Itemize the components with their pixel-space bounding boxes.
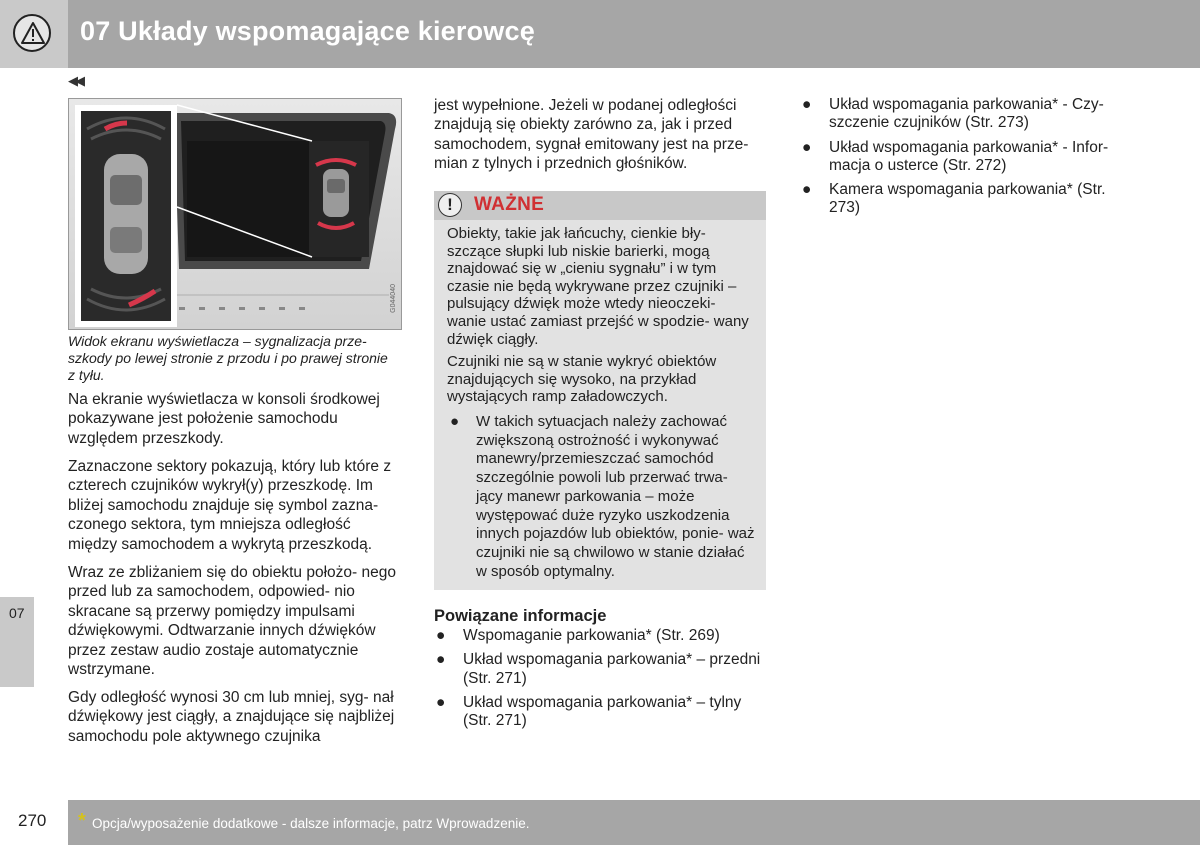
page-number: 270 [18,811,47,830]
related-link-text[interactable]: Układ wspomagania parkowania* – przedni (Str. 271) [463,651,761,687]
body-paragraph: Na ekranie wyświetlacza w konsoli środkowej pokazywane jest położenie samochodu względem przeszkody. [68,391,380,447]
related-link[interactable] [800,181,1130,218]
important-title: WAŻNE [474,194,545,215]
chapter-side-tab [0,597,34,687]
bullet-icon: ● [436,693,446,711]
page-title: 07 Układy wspomagające kierowcę [80,16,535,46]
parking-display-illustration [68,98,402,330]
related-link-text[interactable]: Układ wspomagania parkowania* - Infor- macja o usterce (Str. 272) [829,138,1109,174]
footer-note: Opcja/wyposażenie dodatkowe - dalsze informacje, patrz Wprowadzenie. [92,816,530,831]
related-link-text[interactable]: Wspomaganie parkowania* (Str. 269) [463,627,720,644]
figure-caption: Widok ekranu wyświetlacza – sygnalizacja prze- szkody po lewej stronie z przodu i po prawej stronie z tyłu. [68,333,388,383]
related-info-list [434,627,766,736]
bullet-icon: ● [802,96,812,113]
parking-display-drawing [69,99,401,329]
important-header [434,191,766,220]
related-link[interactable] [800,139,1130,176]
footnote-star: * [78,810,86,832]
bullet-icon: ● [450,413,460,430]
related-link-text[interactable]: Układ wspomagania parkowania* - Czy- szczenie czujników (Str. 273) [829,96,1104,132]
related-link-text[interactable]: Kamera wspomagania parkowania* (Str. 273) [829,181,1106,217]
related-link[interactable] [434,694,766,731]
body-paragraph: Zaznaczone sektory pokazują, który lub które z czterech czujników wykrył(y) przeszkodę. Im bliżej samochodu znajduje się symbol zazna- czonego sektora, tym mniejsza odległość między samochodem a wykrytą przeszkodą. [68,458,392,553]
important-paragraph: Czujniki nie są w stanie wykryć obiektów znajdujących się wysoko, na przykład wystających ramp załadowczych. [447,353,717,406]
header-icon-box [0,0,68,68]
bullet-icon: ● [802,138,812,156]
bullet-icon: ● [436,627,446,644]
chapter-side-tab-label: 07 [9,605,25,621]
related-link[interactable] [434,651,766,688]
bullet-icon: ● [436,651,446,669]
body-paragraph: Gdy odległość wynosi 30 cm lub mniej, syg- nał dźwiękowy jest ciągły, a znajdujące się najbliżej samochodu pole aktywnego czujnika [68,689,395,745]
warning-triangle-icon [13,14,51,52]
important-paragraph: Obiekty, takie jak łańcuchy, cienkie bły- szczące słupki lub niskie barierki, mogą znajdować się w „cieniu sygnału” i w tym czasie nie będą wykrywane przez czujniki – pulsujący dźwięk może wtedy nieoczeki- wanie ustać zamiast przejść w spodzie- wany dźwięk ciągły. [447,225,749,348]
body-paragraph-continued: jest wypełnione. Jeżeli w podanej odległości znajdują się obiekty zarówno za, jak i przed samochodem, sygnał emitowany jest na prze- mian z tylnych i przednich głośników. [434,97,749,173]
chapter-header [0,0,1200,68]
figure-code: G044040 [390,284,397,313]
important-bullet-text: W takich sytuacjach należy zachować zwiększoną ostrożność i wykonywać manewry/przemieszczać samochód szczególnie powoli lub przerwać trwa- jący manewr parkowania – może występować duże ryzyko uszkodzenia innych pojazdów lub obiektów, ponie- waż czujniki nie są chwilowo w stanie działać w sposób optymalny. [476,413,755,580]
related-info-title: Powiązane informacje [434,607,607,625]
bullet-icon: ● [802,181,812,199]
exclamation-icon: ! [438,193,462,217]
related-link[interactable] [434,627,766,645]
body-paragraph: Wraz ze zbliżaniem się do obiektu położo- nego przed lub za samochodem, odpowied- nio skracane są przerwy pomiędzy impulsami dźwiękowymi. Odtwarzanie innych dźwięków przez zestaw audio zostaje automatycznie wstrzymane. [68,564,396,679]
zoom-car-icon [104,154,148,274]
important-notice [434,191,766,590]
footer-band [68,800,1200,845]
related-link[interactable] [800,96,1130,133]
related-info-list-continued [800,96,1130,224]
related-link-text[interactable]: Układ wspomagania parkowania* – tylny (Str. 271) [463,693,742,730]
back-arrows-icon[interactable]: ◀◀ [68,73,82,88]
